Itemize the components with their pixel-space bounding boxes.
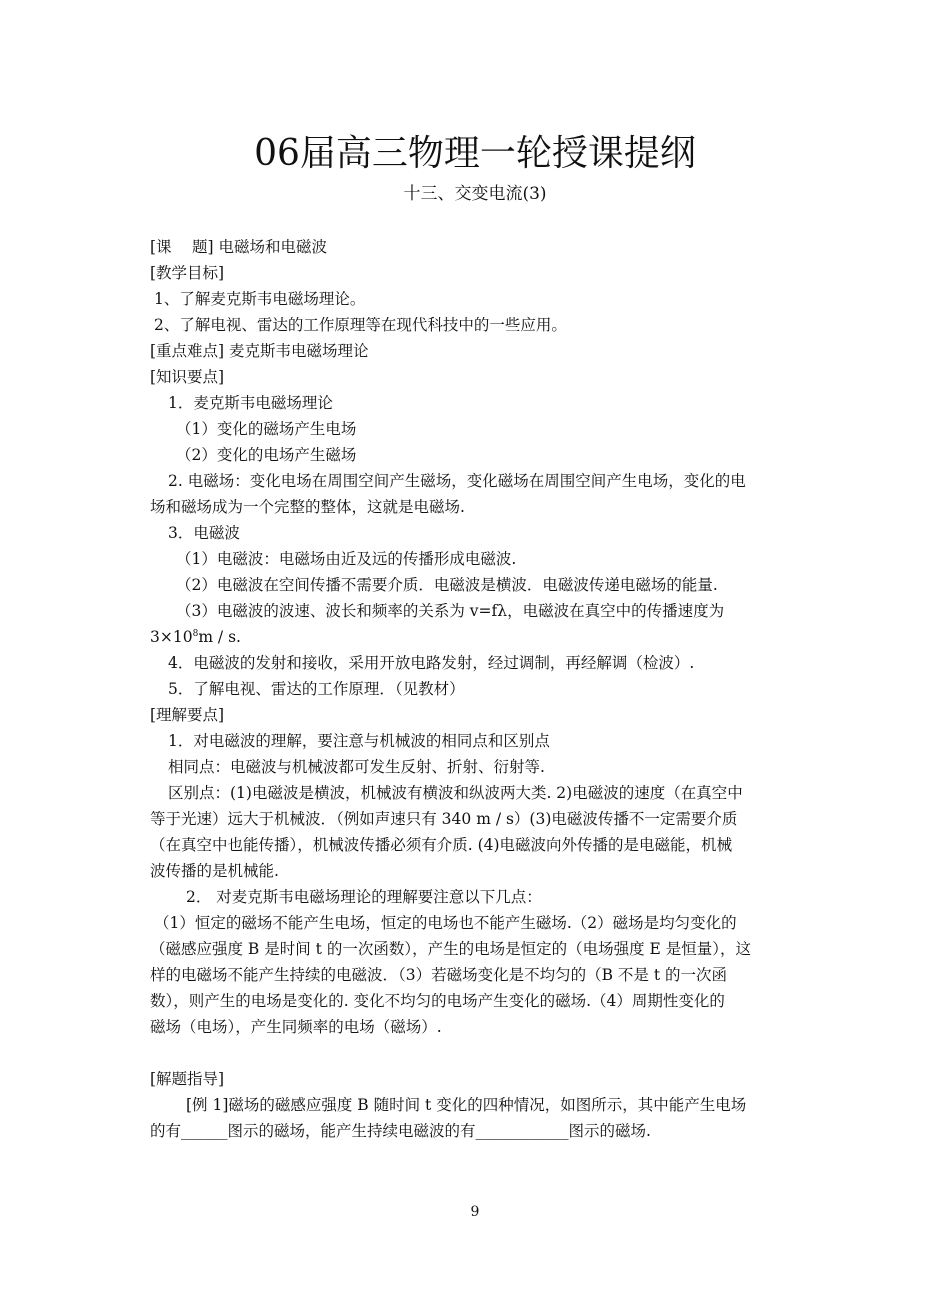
example-question: [例 1]磁场的磁感应强度 B 随时间 t 变化的四种情况，如图所示，其中能产生电场 [186,1096,747,1114]
goal-item: 1、了解麦克斯韦电磁场理论。 [154,290,366,308]
goals-heading: [教学目标] [150,264,225,282]
knowledge-subitem: （2）电磁波在空间传播不需要介质．电磁波是横波．电磁波传递电磁场的能量. [176,576,718,594]
knowledge-item: 2. 电磁场：变化电场在周围空间产生磁场，变化磁场在周围空间产生电场，变化的电 [168,472,746,490]
knowledge-item-cont: 场和磁场成为一个完整的整体，这就是电磁场. [150,498,465,516]
understanding-detail-cont: 磁场（电场），产生同频率的电场（磁场）. [150,1018,442,1036]
goal-item: 2、了解电视、雷达的工作原理等在现代科技中的一些应用。 [154,316,567,334]
speed-exponent: 8 [192,629,199,639]
understanding-item: 2． 对麦克斯韦电磁场理论的理解要注意以下几点： [186,888,542,906]
knowledge-subitem: （2）变化的电场产生磁场 [176,446,357,464]
understanding-diff-cont: 等于光速）远大于机械波．（例如声速只有 340 m / s）(3)电磁波传播不一定需要介质 [150,810,738,828]
page-subtitle: 十三、交变电流(3) [403,184,547,204]
key-points-line: [重点难点] 麦克斯韦电磁场理论 [150,342,369,360]
understanding-detail-cont: 样的电磁场不能产生持续的电磁波．（3）若磁场变化是不均匀的（B 不是 t 的一次函 [150,966,728,984]
knowledge-subitem: （1）变化的磁场产生电场 [176,420,357,438]
knowledge-subitem: （3）电磁波的波速、波长和频率的关系为 v=fλ，电磁波在真空中的传播速度为 [176,602,725,620]
understanding-detail-cont: 数），则产生的电场是变化的. 变化不均匀的电场产生变化的磁场.（4）周期性变化的 [150,992,725,1010]
knowledge-item: 1．麦克斯韦电磁场理论 [168,394,333,412]
example-question-cont: 的有______图示的磁场，能产生持续电磁波的有____________图示的磁场. [150,1122,651,1140]
page-title: 06届高三物理一轮授课提纲 [254,133,696,174]
page-number: 9 [470,1204,480,1220]
knowledge-item: 4．电磁波的发射和接收，采用开放电路发射，经过调制，再经解调（检波）. [168,654,695,672]
guide-heading: [解题指导] [150,1070,225,1088]
understanding-heading: [理解要点] [150,706,225,724]
blank-line [150,1040,802,1066]
knowledge-item: 3．电磁波 [168,524,240,542]
knowledge-heading: [知识要点] [150,368,225,386]
understanding-item: 1．对电磁波的理解，要注意与机械波的相同点和区别点 [168,732,550,750]
knowledge-subitem: （1）电磁波：电磁场由近及远的传播形成电磁波. [176,550,517,568]
document-body [150,234,802,1144]
speed-of-light-line [150,624,802,650]
understanding-diff-cont: 波传播的是机械能. [150,862,279,880]
understanding-detail: （1）恒定的磁场不能产生电场，恒定的电场也不能产生磁场.（2）磁场是均匀变化的 [154,914,737,932]
understanding-same: 相同点：电磁波与机械波都可发生反射、折射、衍射等. [168,758,545,776]
understanding-diff-cont: （在真空中也能传播），机械波传播必须有介质. (4)电磁波向外传播的是电磁能，机械 [150,836,733,854]
speed-base: 3×10 [150,628,193,646]
speed-unit: m / s. [198,628,241,646]
topic-line: [课 题] 电磁场和电磁波 [150,238,327,256]
knowledge-item: 5．了解电视、雷达的工作原理．（见教材） [168,680,465,698]
understanding-detail-cont: （磁感应强度 B 是时间 t 的一次函数），产生的电场是恒定的（电场强度 E 是恒量），这 [150,940,751,958]
understanding-diff: 区别点：(1)电磁波是横波，机械波有横波和纵波两大类. 2)电磁波的速度（在真空中 [168,784,743,802]
